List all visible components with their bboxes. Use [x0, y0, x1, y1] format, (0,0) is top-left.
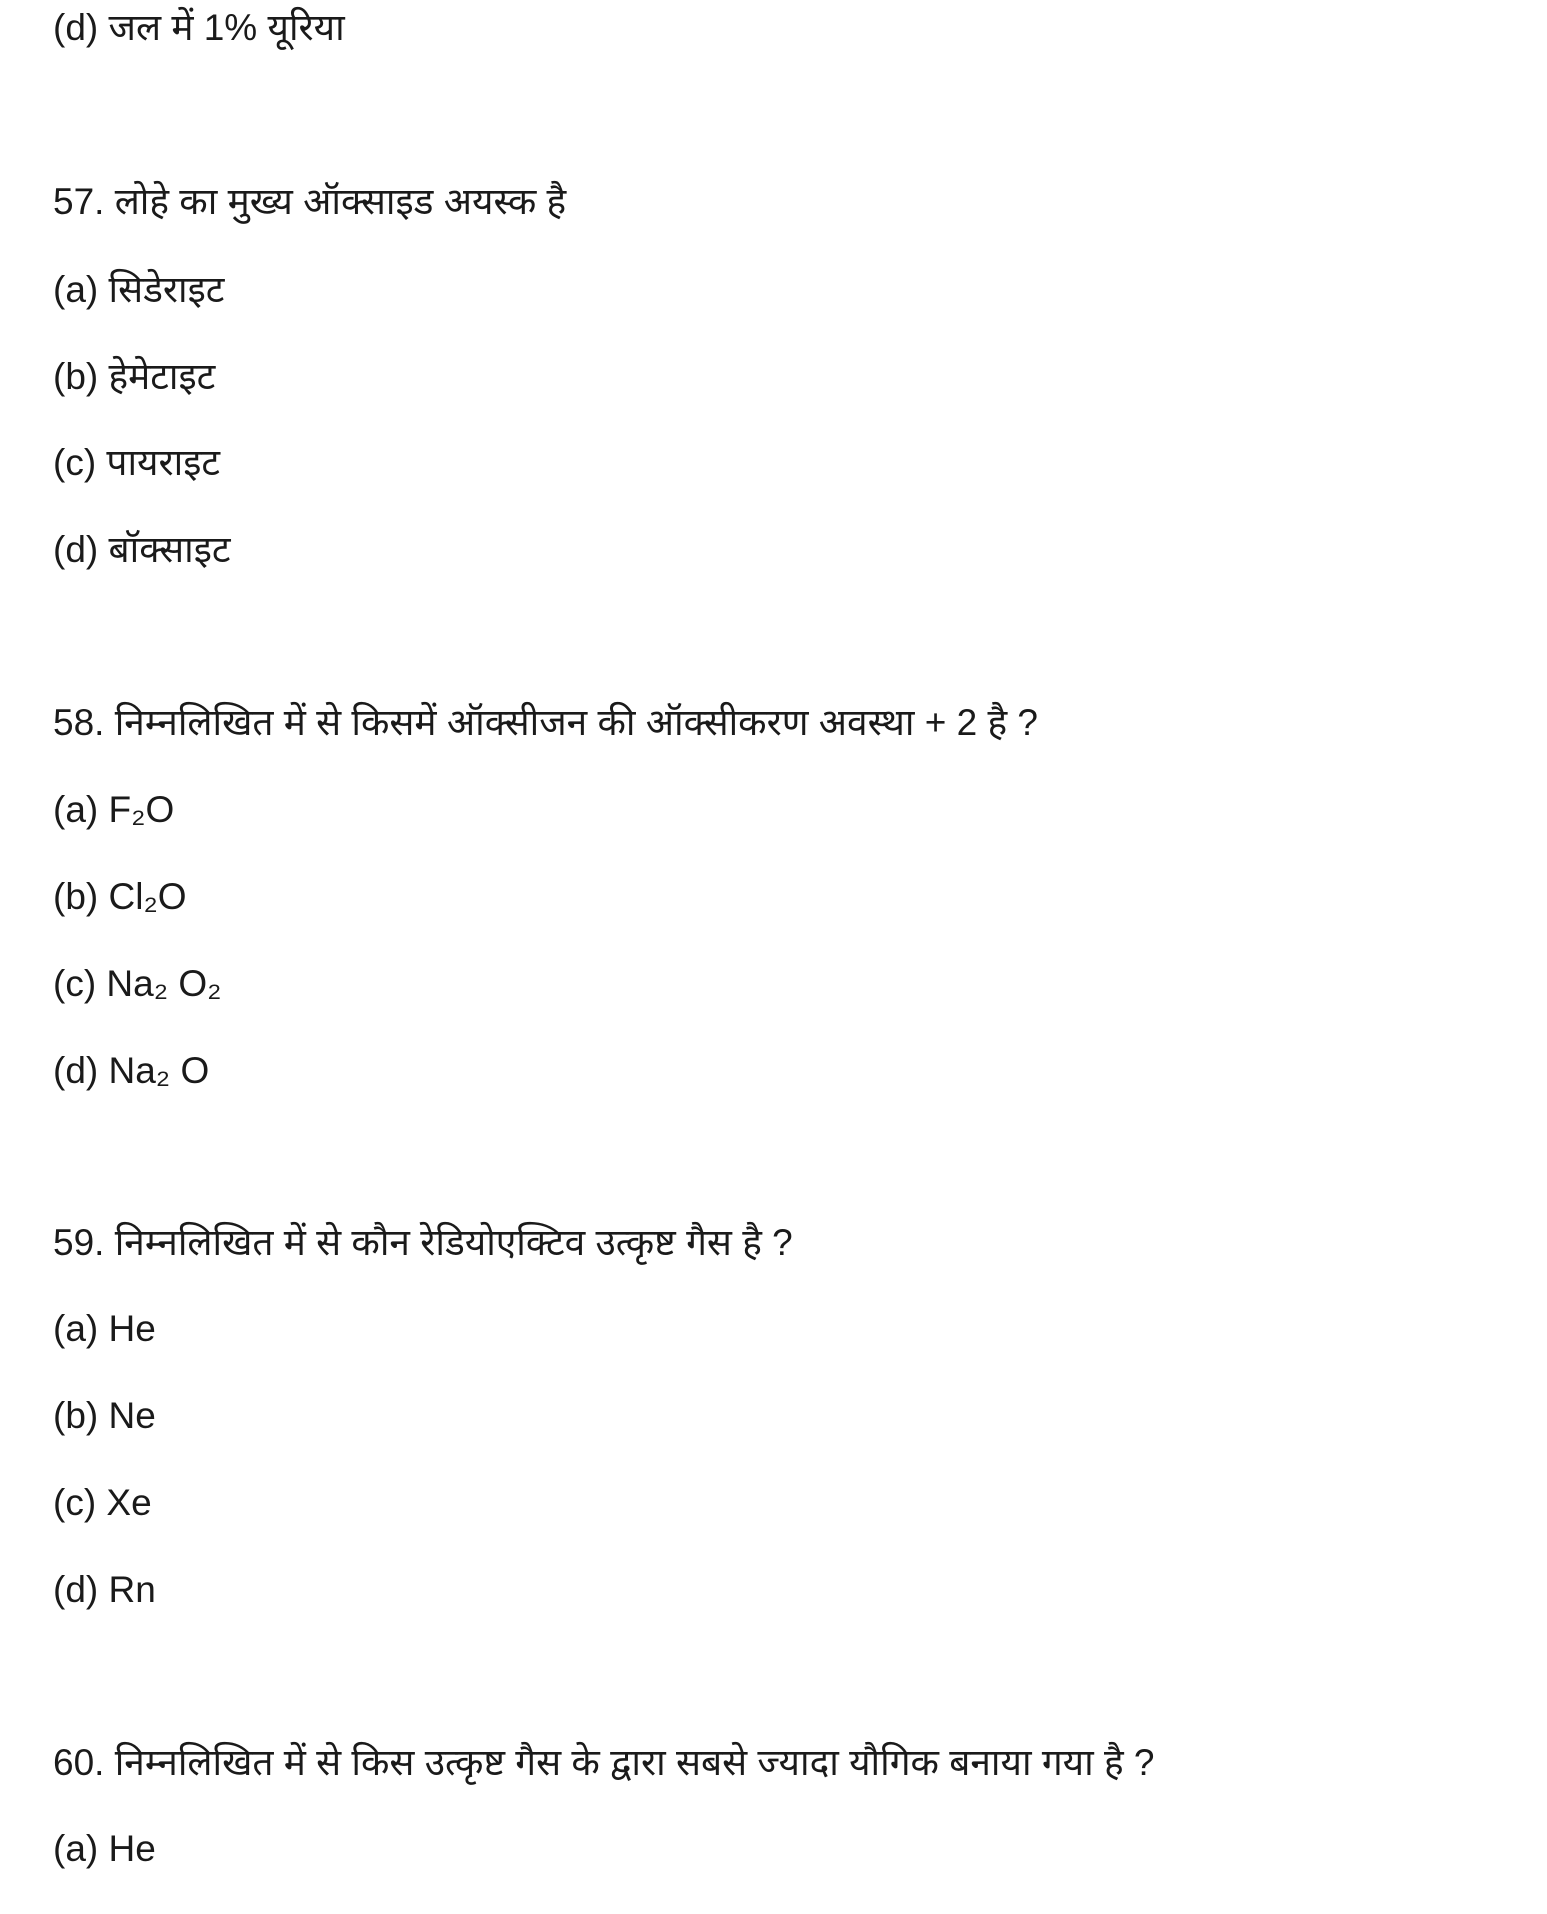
- question-57: 57. लोहे का मुख्य ऑक्साइड अयस्क है: [53, 181, 567, 222]
- question-56-option-d: (d) जल में 1% यूरिया: [53, 7, 345, 48]
- question-58-option-b: (b) Cl₂O: [53, 876, 187, 917]
- question-58-option-a: (a) F₂O: [53, 789, 175, 830]
- question-57-option-d: (d) बॉक्साइट: [53, 529, 231, 570]
- question-59-option-a: (a) He: [53, 1308, 156, 1349]
- question-60: 60. निम्नलिखित में से किस उत्कृष्ट गैस के द्वारा सबसे ज्यादा यौगिक बनाया गया है ?: [53, 1742, 1155, 1783]
- question-58: 58. निम्नलिखित में से किसमें ऑक्सीजन की ऑक्सीकरण अवस्था + 2 है ?: [53, 702, 1038, 743]
- question-58-option-c: (c) Na₂ O₂: [53, 963, 222, 1004]
- question-59-option-d: (d) Rn: [53, 1569, 156, 1610]
- question-59-option-b: (b) Ne: [53, 1395, 156, 1436]
- question-59: 59. निम्नलिखित में से कौन रेडियोएक्टिव उत्कृष्ट गैस है ?: [53, 1222, 793, 1263]
- question-59-option-c: (c) Xe: [53, 1482, 152, 1523]
- question-60-option-a: (a) He: [53, 1828, 156, 1869]
- question-57-option-b: (b) हेमेटाइट: [53, 356, 216, 397]
- question-58-option-d: (d) Na₂ O: [53, 1050, 210, 1091]
- question-57-option-a: (a) सिडेराइट: [53, 269, 225, 310]
- question-57-option-c: (c) पायराइट: [53, 442, 221, 483]
